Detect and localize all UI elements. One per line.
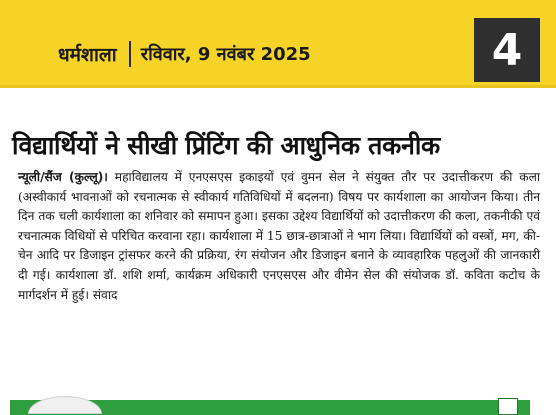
article-body xyxy=(18,168,540,305)
location-label: धर्मशाला xyxy=(58,44,117,66)
square-icon xyxy=(498,398,518,415)
article-text: महाविद्यालय में एनएसएस इकाइयों एवं वुमन सेल ने संयुक्त तौर पर उदात्तीकरण की कला (अस्वीकार्य भावनाओं को रचनात्मक से स्वीकार्य गतिविधियों में बदलना) विषय पर कार्यशाला का आयोजन किया। तीन दिन तक चली कार्यशाला का शनिवार को समापन हुआ। इसका उद्देश्य विद्यार्थियों को उदात्तीकरण की कला, तकनीकी एवं रचनात्मक विधियों से परिचित करवाना रहा। कार्यशाला में 15 छात्र-छात्राओं ने भाग लिया। विद्यार्थियों को वस्त्रों, मग, की-चेन आदि पर डिजाइन ट्रांसफर करने की प्रक्रिया, रंग संयोजन और डिजाइन बनाने के व्यावहारिक पहलुओं की जानकारी दी गई। कार्यशाला डॉ. शशि शर्मा, कार्यक्रम अधिकारी एनएसएस और वीमेन सेल की संयोजक डॉ. कविता कटोच के मार्गदर्शन में हुई। संवाद xyxy=(18,170,541,302)
page-number: 4 xyxy=(474,18,540,82)
page-dateline xyxy=(58,38,311,70)
dateline-separator xyxy=(129,41,131,67)
date-label: रविवार, 9 नवंबर 2025 xyxy=(140,44,311,65)
header-band-edge xyxy=(0,85,556,88)
logo-icon xyxy=(28,396,102,414)
article-dateline: न्यूली/सैंज (कुल्लू)। xyxy=(18,170,108,184)
next-article-strip xyxy=(0,396,556,415)
article-headline: विद्यार्थियों ने सीखी प्रिंटिंग की आधुनिक तकनीक xyxy=(12,131,440,160)
